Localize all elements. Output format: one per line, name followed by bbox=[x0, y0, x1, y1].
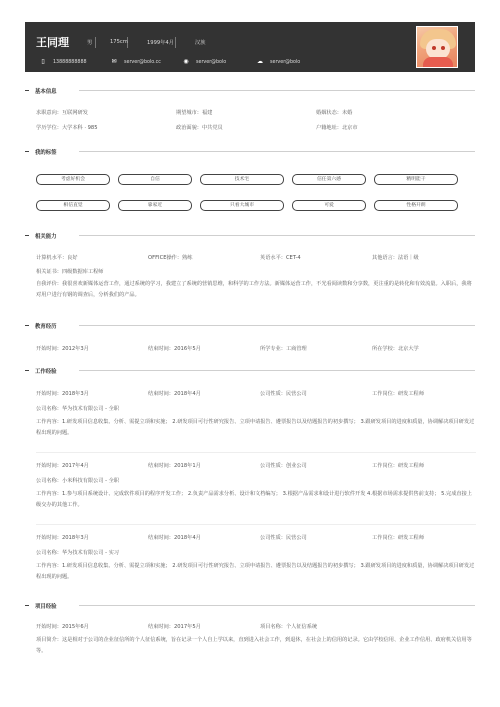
section-dash bbox=[25, 605, 29, 606]
expected-city: 期望城市：福建 bbox=[176, 110, 213, 116]
tag: 性格开朗 bbox=[374, 200, 458, 211]
work-content: 工作内容：1.研发项目信息收集、分析、需提立项和实施； 2.研发项目可行性研究报告、立项申请报告、遴票报告以及结题报告的初步撰写； 3.跟研发项目的进度和质量，协调解决项目研发过程出现的问题。 bbox=[36, 419, 475, 436]
section-basic-info bbox=[25, 87, 475, 95]
avatar-eye bbox=[441, 46, 445, 50]
work-position: 工作岗位：研发工程师 bbox=[372, 463, 424, 469]
company-nature: 公司性质：创业公司 bbox=[260, 463, 307, 469]
section-education bbox=[25, 322, 475, 330]
avatar bbox=[416, 26, 458, 68]
section-work bbox=[25, 367, 475, 375]
computer-level: 计算机水平：良好 bbox=[36, 255, 78, 261]
tag: 考虑好机会 bbox=[36, 174, 110, 185]
english-level: 英语水平：CET-4 bbox=[260, 255, 301, 261]
company-name: 公司名称：华为技术有限公司 - 实习 bbox=[36, 550, 119, 556]
work-end: 结束时间：2018年4月 bbox=[148, 391, 201, 397]
wechat-account: server@bolo bbox=[270, 60, 301, 65]
avatar-body bbox=[423, 57, 453, 68]
work-content: 工作内容：1.参与项目系统设计、完成软件项目的程序开发工作； 2.负责产品需求分析、设计和文档编写； 3.根据产品需求和设计进行软件开发 4.根据市场需求提供售前支持； 5.完成直接上级交办的其他工作。 bbox=[36, 491, 472, 508]
work-start: 开始时间：2017年4月 bbox=[36, 463, 89, 469]
edu-school: 所在学校：北京大学 bbox=[372, 346, 419, 352]
office-level: OFFICE操作：熟练 bbox=[148, 255, 193, 261]
job-intent: 求职意向：互联网研发 bbox=[36, 110, 88, 116]
divider bbox=[36, 524, 476, 525]
company-nature: 公司性质：民营公司 bbox=[260, 535, 307, 541]
tag: 信任第六感 bbox=[292, 174, 366, 185]
project-intro: 项目简介：这是相对于公司的企业征信所的个人征信系统，旨在记录一个人自上学以来，直到进入社会工作，到退休，在社会上的信用的记录。它由学校信用、企业工作信用、政府机关信用等等。 bbox=[36, 637, 472, 654]
certificate: 相关证书：四级数据库工程师 bbox=[36, 269, 104, 275]
project-end: 结束时间：2017年5月 bbox=[148, 624, 201, 630]
birth-date: 1999年4月 bbox=[147, 40, 174, 46]
edu-end: 结束时间：2016年5月 bbox=[148, 346, 201, 352]
section-rule bbox=[79, 605, 475, 606]
work-content: 工作内容：1.研发项目信息收集、分析、需提立项和实施； 2.研发项目可行性研究报告、立项申请报告、遴票报告以及结题报告的初步撰写； 3.跟研发项目的进度和质量，协调解决项目研发过程出现的问题。 bbox=[36, 563, 475, 580]
section-title: 工作经验 bbox=[35, 369, 57, 375]
work-start: 开始时间：2018年3月 bbox=[36, 391, 89, 397]
section-title: 教育经历 bbox=[35, 324, 57, 330]
work-position: 工作岗位：研发工程师 bbox=[372, 535, 424, 541]
divider bbox=[175, 37, 176, 48]
company-name: 公司名称：小米科技有限公司 - 全职 bbox=[36, 478, 119, 484]
section-dash bbox=[25, 151, 29, 152]
section-projects bbox=[25, 602, 475, 610]
height: 175cm bbox=[110, 39, 128, 45]
section-rule bbox=[79, 235, 475, 236]
section-title: 相关能力 bbox=[35, 234, 57, 240]
self-evaluation: 自我评价：我很喜欢新媒体运营工作，通过系统的学习，我建立了系统的营销思维，和科学的工作方法。新媒体运营工作，不光看阅读数和分享数，更注重的是转化和有效流量。入职后，我将对用户进行有钢的调查后，分析我们的产品。 bbox=[36, 281, 472, 298]
gender: 男 bbox=[87, 40, 93, 46]
avatar-eye bbox=[432, 46, 436, 50]
tag: 精明能干 bbox=[374, 174, 458, 185]
section-rule bbox=[79, 370, 475, 371]
section-title: 基本信息 bbox=[35, 89, 57, 95]
work-start: 开始时间：2018年3月 bbox=[36, 535, 89, 541]
other-language: 其他语言：法语｜级 bbox=[372, 255, 419, 261]
weibo-account: server@bolo bbox=[196, 60, 227, 65]
political-status: 政治面貌：中共党员 bbox=[176, 125, 223, 131]
tag: 只看大城市 bbox=[200, 200, 284, 211]
hukou-address: 户籍地址：北京市 bbox=[316, 125, 358, 131]
section-title: 我的标签 bbox=[35, 150, 57, 156]
marital-status: 婚姻状态：未婚 bbox=[316, 110, 353, 116]
tag: 靠家近 bbox=[118, 200, 192, 211]
project-start: 开始时间：2015年6月 bbox=[36, 624, 89, 630]
tag: 相信直觉 bbox=[36, 200, 110, 211]
divider bbox=[95, 37, 96, 48]
email-address: server@bolo.cc bbox=[124, 60, 161, 65]
resume-header bbox=[25, 22, 475, 72]
work-end: 结束时间：2018年1月 bbox=[148, 463, 201, 469]
ethnicity: 汉族 bbox=[195, 40, 206, 46]
section-dash bbox=[25, 90, 29, 91]
wechat-icon: ☁ bbox=[257, 58, 263, 65]
person-name: 王同理 bbox=[36, 36, 69, 49]
edu-major: 所学专业：工商管理 bbox=[260, 346, 307, 352]
section-dash bbox=[25, 325, 29, 326]
project-name: 项目名称：个人征信系统 bbox=[260, 624, 318, 630]
work-end: 结束时间：2018年4月 bbox=[148, 535, 201, 541]
section-skills bbox=[25, 232, 475, 240]
contact-row bbox=[25, 57, 425, 69]
divider bbox=[36, 452, 476, 453]
company-name: 公司名称：华为技术有限公司 - 全职 bbox=[36, 406, 119, 412]
section-rule bbox=[79, 151, 475, 152]
section-tags bbox=[25, 148, 475, 156]
section-rule bbox=[79, 325, 475, 326]
company-nature: 公司性质：民营公司 bbox=[260, 391, 307, 397]
tag: 技术宅 bbox=[200, 174, 284, 185]
degree: 学历学位：大学本科 · 985 bbox=[36, 125, 98, 131]
email-icon: ✉ bbox=[111, 58, 117, 65]
section-dash bbox=[25, 370, 29, 371]
weibo-icon: ◉ bbox=[183, 58, 189, 65]
phone-number: 13888888888 bbox=[53, 60, 87, 65]
section-title: 项目经验 bbox=[35, 604, 57, 610]
edu-start: 开始时间：2012年3月 bbox=[36, 346, 89, 352]
tag: 可爱 bbox=[292, 200, 366, 211]
section-rule bbox=[79, 90, 475, 91]
avatar-face bbox=[426, 39, 450, 59]
phone-icon: ▯ bbox=[41, 58, 45, 65]
tag: 自信 bbox=[118, 174, 192, 185]
section-dash bbox=[25, 235, 29, 236]
work-position: 工作岗位：研发工程师 bbox=[372, 391, 424, 397]
